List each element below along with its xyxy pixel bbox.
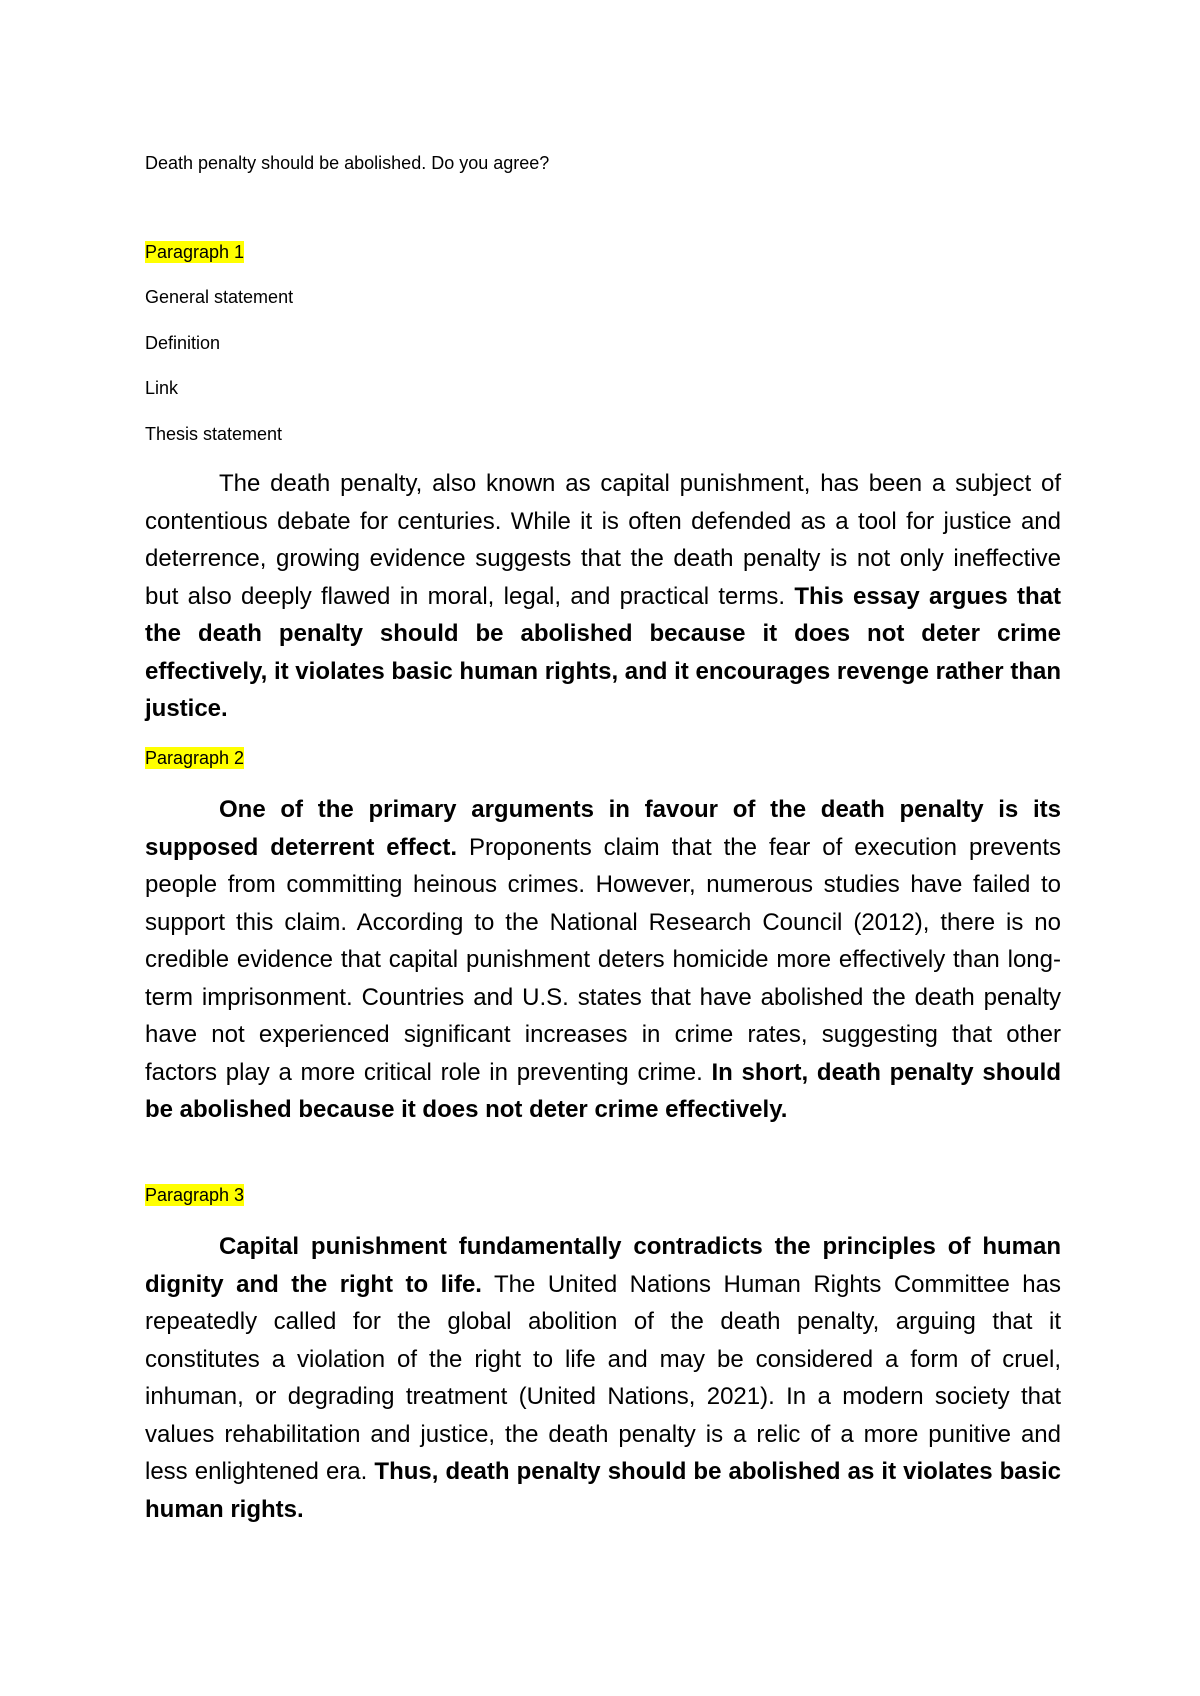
paragraph-1-thesis: This essay argues that the death penalty should be abolished because it does not deter crime effectively, it violates basic human rights, and it encourages revenge rather than justice. <box>145 582 1062 722</box>
paragraph-1-text: The death penalty, also known as capital punishment, has been a subject of contentious debate for centuries. While it is often defended as a tool for justice and deterrence, growing evidence suggests that the death penalty is not only ineffective but also deeply flawed in moral, legal, and practical terms. <box>145 470 1061 610</box>
paragraph-1-heading-label: Paragraph 1 <box>145 242 245 262</box>
paragraph-1-body <box>145 465 1061 728</box>
outline-item-link: Link <box>145 378 179 398</box>
essay-question: Death penalty should be abolished. Do you agree? <box>145 153 550 173</box>
paragraph-3-heading-label: Paragraph 3 <box>145 1185 245 1205</box>
paragraph-3-heading <box>145 1184 244 1206</box>
paragraph-2-heading-label: Paragraph 2 <box>145 748 245 768</box>
outline-item-thesis-statement: Thesis statement <box>145 424 283 444</box>
paragraph-3-text: The United Nations Human Rights Committee has repeatedly called for the global abolition of the death penalty, arguing that it constitutes a violation of the right to life and may be considered a form of cruel, inhuman, or degrading treatment (United Nations, 2021). In a modern society that values rehabilitation and justice, the death penalty is a relic of a more punitive and less enlightened era. <box>145 1270 1062 1485</box>
paragraph-3-concluding-sentence: Thus, death penalty should be abolished as it violates basic human rights. <box>145 1458 1061 1523</box>
paragraph-3-topic-sentence: Capital punishment fundamentally contradicts the principles of human dignity and the right to life. <box>145 1233 1061 1298</box>
paragraph-3-body <box>145 1228 1061 1528</box>
paragraph-1-heading <box>145 241 244 263</box>
outline-item-definition: Definition <box>145 333 221 353</box>
paragraph-2-text: Proponents claim that the fear of execution prevents people from committing heinous crimes. However, numerous studies have failed to support this claim. According to the National Research Council (2012), there is no credible evidence that capital punishment deters homicide more effectively than long-term imprisonment. Countries and U.S. states that have abolished the death penalty have not experienced significant increases in crime rates, suggesting that other factors play a more critical role in preventing crime. <box>145 833 1061 1086</box>
paragraph-2-topic-sentence: One of the primary arguments in favour of the death penalty is its supposed deterrent effect. <box>145 796 1061 861</box>
paragraph-2-body <box>145 791 1061 1129</box>
paragraph-2-heading <box>145 747 244 769</box>
outline-item-general-statement: General statement <box>145 287 294 307</box>
paragraph-2-concluding-sentence: In short, death penalty should be abolished because it does not deter crime effectively. <box>145 1058 1062 1123</box>
